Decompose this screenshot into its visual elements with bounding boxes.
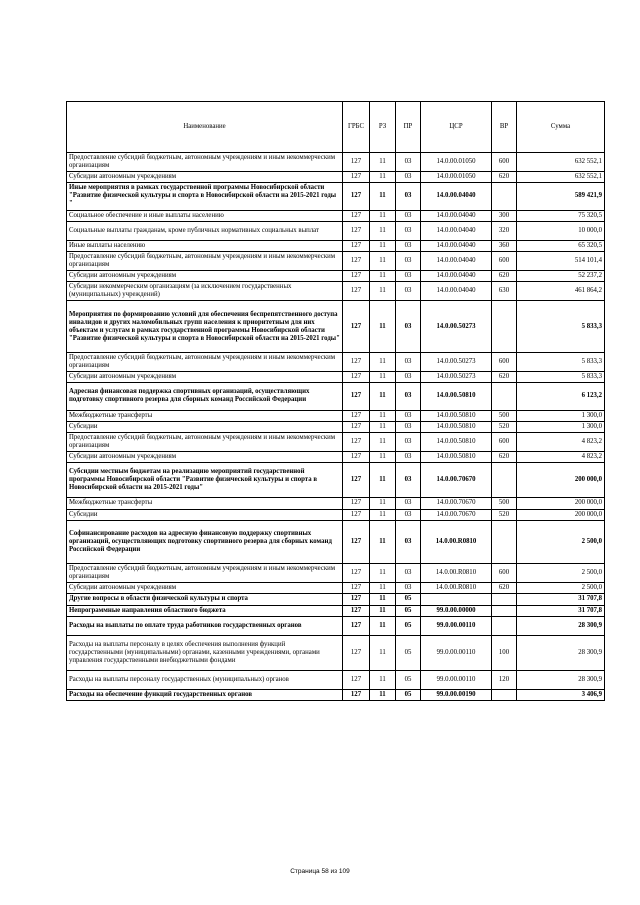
cell-sum: 1 300,0: [517, 410, 605, 421]
cell-vr: 500: [492, 498, 517, 509]
cell-rz: 11: [370, 463, 396, 498]
cell-rz: 11: [370, 210, 396, 221]
cell-grbs: 127: [343, 353, 370, 372]
cell-vr: [492, 463, 517, 498]
table-row: [67, 564, 605, 583]
cell-name: Расходы на выплаты по оплате труда работников государственных органов: [67, 616, 343, 635]
cell-name: Субсидии: [67, 421, 343, 432]
table-row: [67, 635, 605, 670]
cell-name: Расходы на обеспечение функций государственных органов: [67, 690, 343, 701]
cell-sum: 28 300,9: [517, 616, 605, 635]
cell-pr: 03: [396, 172, 421, 183]
budget-table-page: [66, 101, 604, 701]
cell-csr: 99.0.00.00000: [421, 605, 492, 616]
cell-vr: [492, 301, 517, 353]
cell-vr: 600: [492, 564, 517, 583]
cell-grbs: 127: [343, 251, 370, 270]
cell-csr: 14.0.00.50810: [421, 451, 492, 462]
cell-sum: 4 823,2: [517, 451, 605, 462]
cell-rz: 11: [370, 301, 396, 353]
cell-csr: 14.0.00.70670: [421, 463, 492, 498]
cell-csr: 14.0.00.R0810: [421, 564, 492, 583]
cell-pr: 03: [396, 372, 421, 383]
cell-name: Субсидии автономным учреждениям: [67, 451, 343, 462]
cell-pr: 03: [396, 421, 421, 432]
budget-table: [66, 101, 605, 701]
cell-csr: 14.0.00.50273: [421, 353, 492, 372]
cell-vr: 600: [492, 353, 517, 372]
cell-csr: 14.0.00.50810: [421, 383, 492, 410]
table-row: [67, 583, 605, 594]
table-row: [67, 172, 605, 183]
cell-rz: 11: [370, 564, 396, 583]
cell-grbs: 127: [343, 451, 370, 462]
cell-sum: 31 707,8: [517, 605, 605, 616]
table-row: [67, 410, 605, 421]
cell-pr: 03: [396, 183, 421, 210]
cell-pr: 03: [396, 520, 421, 564]
cell-pr: 03: [396, 301, 421, 353]
cell-grbs: 127: [343, 498, 370, 509]
cell-pr: 03: [396, 432, 421, 451]
cell-vr: [492, 605, 517, 616]
cell-sum: 2 500,0: [517, 564, 605, 583]
table-row: [67, 251, 605, 270]
cell-sum: 4 823,2: [517, 432, 605, 451]
cell-sum: 5 833,3: [517, 301, 605, 353]
cell-pr: 03: [396, 463, 421, 498]
cell-csr: 14.0.00.04040: [421, 183, 492, 210]
page-number: Страница 58 из 109: [290, 868, 350, 875]
cell-rz: 11: [370, 421, 396, 432]
cell-pr: 03: [396, 583, 421, 594]
cell-name: Софинансирование расходов на адресную финансовую поддержку спортивных организаций, осуществляющих подготовку спортивного резерва для сборных команд Российской Федерации: [67, 520, 343, 564]
cell-rz: 11: [370, 240, 396, 251]
cell-csr: 14.0.00.50810: [421, 410, 492, 421]
table-row: [67, 383, 605, 410]
table-row: [67, 240, 605, 251]
cell-rz: 11: [370, 372, 396, 383]
cell-sum: 52 237,2: [517, 271, 605, 282]
cell-name: Предоставление субсидий бюджетным, автономным учреждениям и иным некоммерческим организациям: [67, 564, 343, 583]
cell-sum: 461 864,2: [517, 282, 605, 301]
cell-pr: 05: [396, 616, 421, 635]
cell-name: Субсидии автономным учреждениям: [67, 372, 343, 383]
cell-pr: 03: [396, 282, 421, 301]
table-row: [67, 353, 605, 372]
cell-vr: 600: [492, 432, 517, 451]
cell-pr: 03: [396, 251, 421, 270]
cell-pr: 03: [396, 564, 421, 583]
cell-sum: 632 552,1: [517, 172, 605, 183]
cell-name: Субсидии автономным учреждениям: [67, 271, 343, 282]
header-vr: ВР: [492, 102, 517, 153]
cell-sum: 10 000,0: [517, 221, 605, 240]
cell-grbs: 127: [343, 172, 370, 183]
cell-grbs: 127: [343, 282, 370, 301]
cell-pr: 05: [396, 594, 421, 605]
cell-name: Субсидии некоммерческим организациям (за исключением государственных (муниципальных) учреждений): [67, 282, 343, 301]
cell-vr: 360: [492, 240, 517, 251]
cell-sum: 6 123,2: [517, 383, 605, 410]
cell-pr: 03: [396, 271, 421, 282]
cell-grbs: 127: [343, 594, 370, 605]
cell-name: Предоставление субсидий бюджетным, автономным учреждениям и иным некоммерческим организациям: [67, 353, 343, 372]
cell-grbs: 127: [343, 432, 370, 451]
cell-sum: 5 833,3: [517, 372, 605, 383]
cell-csr: 14.0.00.50810: [421, 421, 492, 432]
cell-rz: 11: [370, 498, 396, 509]
cell-rz: 11: [370, 520, 396, 564]
cell-pr: 03: [396, 451, 421, 462]
cell-csr: 14.0.00.70670: [421, 509, 492, 520]
cell-csr: 14.0.00.04040: [421, 240, 492, 251]
cell-rz: 11: [370, 635, 396, 670]
table-row: [67, 520, 605, 564]
cell-grbs: 127: [343, 583, 370, 594]
cell-csr: 99.0.00.00190: [421, 690, 492, 701]
cell-vr: 620: [492, 451, 517, 462]
cell-name: Межбюджетные трансферты: [67, 498, 343, 509]
cell-vr: [492, 383, 517, 410]
cell-sum: 200 000,0: [517, 498, 605, 509]
cell-pr: 05: [396, 690, 421, 701]
cell-grbs: 127: [343, 183, 370, 210]
header-name: Наименование: [67, 102, 343, 153]
cell-sum: 75 320,5: [517, 210, 605, 221]
cell-rz: 11: [370, 282, 396, 301]
cell-pr: 05: [396, 671, 421, 690]
cell-vr: 630: [492, 282, 517, 301]
table-row: [67, 432, 605, 451]
cell-csr: 14.0.00.04040: [421, 210, 492, 221]
cell-csr: 14.0.00.04040: [421, 282, 492, 301]
cell-vr: 600: [492, 153, 517, 172]
cell-sum: 632 552,1: [517, 153, 605, 172]
cell-sum: 65 320,5: [517, 240, 605, 251]
cell-vr: 120: [492, 671, 517, 690]
cell-sum: 28 300,9: [517, 635, 605, 670]
cell-vr: 620: [492, 583, 517, 594]
cell-grbs: 127: [343, 564, 370, 583]
table-row: [67, 463, 605, 498]
cell-csr: 14.0.00.04040: [421, 271, 492, 282]
cell-vr: [492, 616, 517, 635]
table-row: [67, 221, 605, 240]
cell-name: Иные выплаты населению: [67, 240, 343, 251]
cell-csr: 14.0.00.04040: [421, 251, 492, 270]
cell-rz: 11: [370, 172, 396, 183]
cell-rz: 11: [370, 153, 396, 172]
table-row: [67, 183, 605, 210]
cell-grbs: 127: [343, 509, 370, 520]
table-row: [67, 690, 605, 701]
cell-vr: 620: [492, 172, 517, 183]
header-pr: ПР: [396, 102, 421, 153]
cell-name: Социальные выплаты гражданам, кроме публичных нормативных социальных выплат: [67, 221, 343, 240]
cell-pr: 03: [396, 221, 421, 240]
table-body: [67, 153, 605, 701]
cell-grbs: 127: [343, 240, 370, 251]
cell-rz: 11: [370, 432, 396, 451]
cell-pr: 03: [396, 210, 421, 221]
cell-rz: 11: [370, 690, 396, 701]
cell-vr: 520: [492, 421, 517, 432]
cell-pr: 03: [396, 410, 421, 421]
cell-csr: [421, 594, 492, 605]
cell-rz: 11: [370, 221, 396, 240]
cell-csr: 14.0.00.70670: [421, 498, 492, 509]
cell-sum: 28 300,9: [517, 671, 605, 690]
table-row: [67, 605, 605, 616]
cell-sum: 5 833,3: [517, 353, 605, 372]
cell-vr: 300: [492, 210, 517, 221]
cell-vr: 600: [492, 251, 517, 270]
table-row: [67, 301, 605, 353]
cell-vr: [492, 690, 517, 701]
cell-grbs: 127: [343, 421, 370, 432]
cell-pr: 03: [396, 240, 421, 251]
cell-vr: [492, 183, 517, 210]
table-row: [67, 153, 605, 172]
cell-name: Предоставление субсидий бюджетным, автономным учреждениям и иным некоммерческим организациям: [67, 251, 343, 270]
cell-name: Адресная финансовая поддержка спортивных организаций, осуществляющих подготовку спортивного резерва для сборных команд Российской Федерации: [67, 383, 343, 410]
cell-vr: 520: [492, 509, 517, 520]
cell-name: Межбюджетные трансферты: [67, 410, 343, 421]
cell-csr: 14.0.00.50273: [421, 301, 492, 353]
cell-csr: 14.0.00.50273: [421, 372, 492, 383]
cell-sum: 514 101,4: [517, 251, 605, 270]
cell-pr: 03: [396, 383, 421, 410]
cell-csr: 99.0.00.00110: [421, 671, 492, 690]
cell-csr: 99.0.00.00110: [421, 616, 492, 635]
cell-rz: 11: [370, 410, 396, 421]
cell-name: Предоставление субсидий бюджетным, автономным учреждениям и иным некоммерческим организациям: [67, 153, 343, 172]
cell-rz: 11: [370, 583, 396, 594]
cell-vr: 320: [492, 221, 517, 240]
cell-name: Субсидии автономным учреждениям: [67, 583, 343, 594]
table-row: [67, 421, 605, 432]
cell-csr: 14.0.00.R0810: [421, 520, 492, 564]
cell-grbs: 127: [343, 301, 370, 353]
cell-pr: 03: [396, 153, 421, 172]
cell-pr: 05: [396, 635, 421, 670]
cell-grbs: 127: [343, 271, 370, 282]
cell-csr: 14.0.00.50810: [421, 432, 492, 451]
cell-name: Расходы на выплаты персоналу государственных (муниципальных) органов: [67, 671, 343, 690]
cell-sum: 200 000,0: [517, 463, 605, 498]
cell-grbs: 127: [343, 153, 370, 172]
cell-vr: 500: [492, 410, 517, 421]
cell-csr: 14.0.00.R0810: [421, 583, 492, 594]
cell-sum: 31 707,8: [517, 594, 605, 605]
cell-pr: 03: [396, 353, 421, 372]
cell-sum: 200 000,0: [517, 509, 605, 520]
cell-rz: 11: [370, 605, 396, 616]
cell-grbs: 127: [343, 221, 370, 240]
cell-grbs: 127: [343, 410, 370, 421]
cell-name: Другие вопросы в области физической культуры и спорта: [67, 594, 343, 605]
cell-name: Расходы на выплаты персоналу в целях обеспечения выполнения функций государственными (муниципальными) органами, казенными учреждениями, органами управления государственными внебюджетными фондами: [67, 635, 343, 670]
cell-pr: 05: [396, 605, 421, 616]
cell-sum: 2 500,0: [517, 520, 605, 564]
cell-rz: 11: [370, 251, 396, 270]
cell-grbs: 127: [343, 671, 370, 690]
table-header-row: [67, 102, 605, 153]
cell-rz: 11: [370, 383, 396, 410]
cell-rz: 11: [370, 616, 396, 635]
cell-csr: 14.0.00.04040: [421, 221, 492, 240]
cell-rz: 11: [370, 509, 396, 520]
table-row: [67, 282, 605, 301]
cell-vr: 100: [492, 635, 517, 670]
cell-sum: 1 300,0: [517, 421, 605, 432]
cell-pr: 03: [396, 509, 421, 520]
cell-vr: 620: [492, 372, 517, 383]
cell-name: Субсидии местным бюджетам на реализацию мероприятий государственной программы Новосибирской области "Развитие физической культуры и спорта в Новосибирской области на 2015-2021 годы": [67, 463, 343, 498]
cell-grbs: 127: [343, 210, 370, 221]
cell-grbs: 127: [343, 372, 370, 383]
table-row: [67, 616, 605, 635]
cell-sum: 3 406,9: [517, 690, 605, 701]
cell-csr: 14.0.00.01050: [421, 153, 492, 172]
table-row: [67, 671, 605, 690]
cell-rz: 11: [370, 353, 396, 372]
cell-pr: 03: [396, 498, 421, 509]
cell-grbs: 127: [343, 616, 370, 635]
cell-name: Мероприятия по формированию условий для обеспечения беспрепятственного доступа инвалидов и других маломобильных групп населения к приоритетным для них объектам и услугам в рамках государственной программы Новосибирской области "Развитие физической культуры и спорта в Новосибирской области на 2015-2021 годы": [67, 301, 343, 353]
table-row: [67, 509, 605, 520]
table-row: [67, 210, 605, 221]
cell-csr: 14.0.00.01050: [421, 172, 492, 183]
table-row: [67, 372, 605, 383]
cell-name: Иные мероприятия в рамках государственной программы Новосибирской области "Развитие физической культуры и спорта в Новосибирской области на 2015-2021 годы ": [67, 183, 343, 210]
header-rz: РЗ: [370, 102, 396, 153]
table-row: [67, 594, 605, 605]
header-grbs: ГРБС: [343, 102, 370, 153]
cell-vr: [492, 520, 517, 564]
cell-grbs: 127: [343, 605, 370, 616]
cell-grbs: 127: [343, 463, 370, 498]
cell-name: Социальное обеспечение и иные выплаты населению: [67, 210, 343, 221]
header-sum: Сумма: [517, 102, 605, 153]
cell-vr: 620: [492, 271, 517, 282]
cell-name: Субсидии: [67, 509, 343, 520]
cell-rz: 11: [370, 594, 396, 605]
cell-sum: 589 421,9: [517, 183, 605, 210]
cell-rz: 11: [370, 451, 396, 462]
cell-csr: 99.0.00.00110: [421, 635, 492, 670]
cell-vr: [492, 594, 517, 605]
cell-name: Предоставление субсидий бюджетным, автономным учреждениям и иным некоммерческим организациям: [67, 432, 343, 451]
cell-rz: 11: [370, 183, 396, 210]
cell-grbs: 127: [343, 520, 370, 564]
table-row: [67, 451, 605, 462]
cell-rz: 11: [370, 271, 396, 282]
cell-name: Субсидии автономным учреждениям: [67, 172, 343, 183]
cell-rz: 11: [370, 671, 396, 690]
cell-sum: 2 500,0: [517, 583, 605, 594]
cell-grbs: 127: [343, 690, 370, 701]
cell-grbs: 127: [343, 635, 370, 670]
cell-grbs: 127: [343, 383, 370, 410]
table-row: [67, 271, 605, 282]
cell-name: Непрограммные направления областного бюджета: [67, 605, 343, 616]
header-csr: ЦСР: [421, 102, 492, 153]
table-row: [67, 498, 605, 509]
